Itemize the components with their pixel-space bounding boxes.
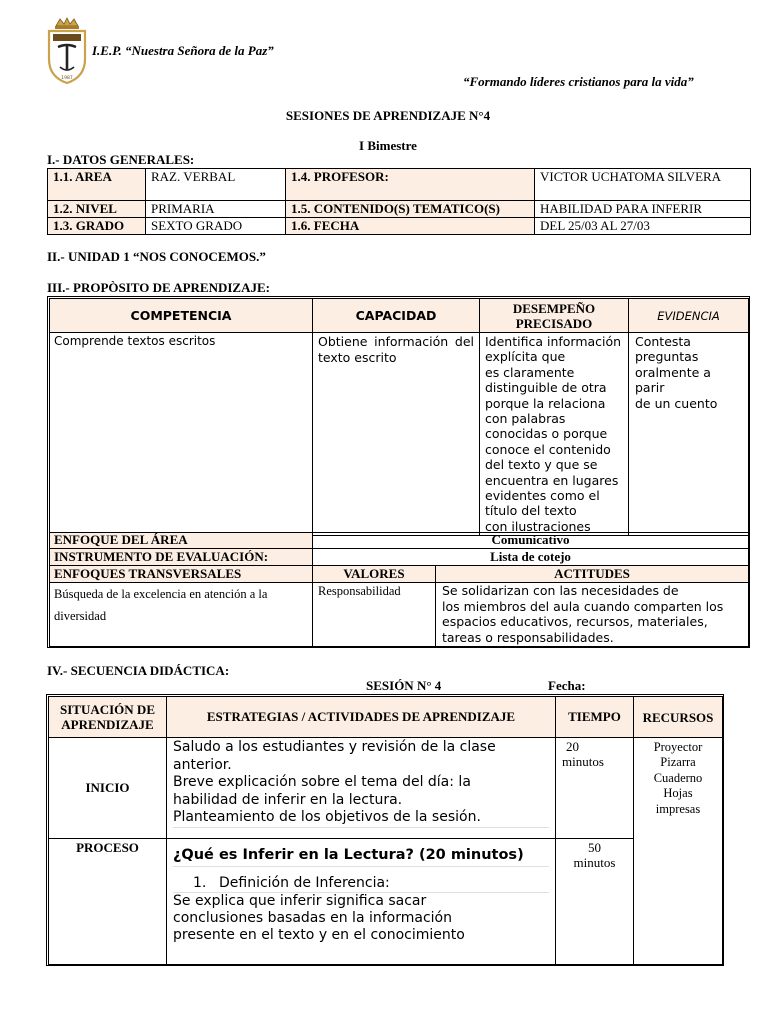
- inicio-tiempo-unit: minutos: [562, 754, 604, 769]
- situacion-header: SITUACIÓN DE APRENDIZAJE: [49, 697, 167, 738]
- svg-text:1987: 1987: [61, 76, 73, 81]
- recursos-header: RECURSOS: [634, 697, 723, 738]
- general-value: SEXTO GRADO: [146, 218, 286, 235]
- unit-title: II.- UNIDAD 1 “NOS CONOCEMOS.”: [47, 249, 266, 264]
- purpose-enfoques-table: [49, 532, 749, 647]
- capacidad-header: CAPACIDAD: [313, 299, 480, 333]
- general-value: PRIMARIA: [146, 201, 286, 218]
- purpose-table: [49, 298, 749, 536]
- recursos-cell: [634, 738, 723, 965]
- general-key: 1.6. FECHA: [286, 218, 535, 235]
- recurso-item: Pizarra: [660, 755, 696, 770]
- proceso-tiempo-unit: minutos: [573, 855, 616, 870]
- enfoque-area-label: ENFOQUE DEL ÁREA: [50, 533, 313, 549]
- capacidad-cell: Obtiene información del texto escrito: [313, 333, 480, 536]
- desempeno-cell: [480, 333, 629, 536]
- estrategias-header: ESTRATEGIAS / ACTIVIDADES DE APRENDIZAJE: [167, 697, 556, 738]
- general-key: 1.3. GRADO: [48, 218, 146, 235]
- list-number: 1.: [193, 875, 207, 891]
- date-label: Fecha:: [548, 678, 586, 693]
- document-title: SESIONES DE APRENDIZAJE N°4: [285, 108, 491, 123]
- desempeno-line: del texto y que se: [485, 457, 598, 473]
- desempeno-line: conoce el contenido: [485, 441, 611, 457]
- inicio-line: habilidad de inferir en la lectura.: [173, 791, 403, 808]
- general-row: [48, 218, 751, 235]
- actitud-line: espacios educativos, recursos, materiales,: [442, 614, 708, 630]
- general-key: 1.5. CONTENIDO(S) TEMATICO(S): [286, 201, 535, 218]
- period-label: I Bimestre: [359, 138, 417, 153]
- sequence-section-title: IV.- SECUENCIA DIDÁCTICA:: [47, 663, 230, 678]
- inicio-label: INICIO: [49, 738, 167, 839]
- desempeno-line: distinguible de otra: [485, 380, 607, 396]
- desempeno-line: explícita que: [485, 349, 566, 365]
- recurso-item: Proyector: [653, 740, 703, 754]
- general-key: 1.4. PROFESOR:: [286, 169, 535, 201]
- valor-text: Responsabilidad: [313, 583, 436, 647]
- desempeno-line: conocidas o porque: [485, 426, 608, 442]
- proceso-activities: [167, 839, 556, 965]
- inicio-line: Breve explicación sobre el tema del día: la: [173, 774, 471, 790]
- desempeno-line: es claramente: [485, 364, 575, 380]
- recurso-item: Cuaderno: [653, 770, 703, 785]
- evidencia-header: EVIDENCIA: [629, 299, 749, 333]
- desempeno-line: con palabras: [485, 411, 566, 427]
- recurso-item: impresas: [655, 801, 701, 816]
- school-motto: “Formando líderes cristianos para la vida”: [463, 74, 694, 89]
- competencia-header: COMPETENCIA: [50, 299, 313, 333]
- proceso-list-item: [173, 875, 549, 893]
- session-label: SESIÓN N° 4: [366, 678, 442, 693]
- tiempo-header: TIEMPO: [556, 697, 634, 738]
- valores-label: VALORES: [313, 566, 436, 583]
- transversales-label: ENFOQUES TRANSVERSALES: [50, 566, 313, 583]
- inicio-line: Saludo a los estudiantes y revisión de la clase: [173, 739, 496, 755]
- general-value: VICTOR UCHATOMA SILVERA: [535, 169, 751, 201]
- desempeno-line: evidentes como el: [485, 488, 600, 504]
- desempeno-line: con ilustraciones: [485, 518, 591, 534]
- actitudes-label: ACTITUDES: [436, 566, 749, 583]
- general-data-table: [47, 168, 751, 235]
- evidencia-line: preguntas: [635, 349, 699, 365]
- general-section-title: I.- DATOS GENERALES:: [47, 152, 195, 167]
- proceso-tiempo-value: 50: [588, 840, 601, 855]
- school-crest-logo: [46, 17, 88, 85]
- proceso-heading: ¿Qué es Inferir en la Lectura? (20 minutos): [173, 847, 549, 867]
- desempeno-line: Identifica información: [485, 334, 622, 349]
- general-row: [48, 201, 751, 218]
- desempeno-line: encuentra en lugares: [485, 472, 619, 488]
- instrumento-value: Lista de cotejo: [313, 549, 749, 566]
- recurso-item: Hojas: [663, 786, 693, 801]
- school-name: I.E.P. “Nuestra Señora de la Paz”: [92, 43, 274, 58]
- actitud-line: tareas o responsabilidades.: [442, 629, 614, 645]
- evidencia-line: Contesta: [635, 334, 691, 349]
- general-key: 1.1. AREA: [48, 169, 146, 201]
- competencia-cell: Comprende textos escritos: [50, 333, 313, 536]
- evidencia-line: de un cuento: [635, 395, 718, 411]
- inicio-line: anterior.: [173, 756, 232, 773]
- proceso-line: Se explica que inferir significa sacar: [173, 893, 427, 909]
- proceso-line: conclusiones basadas en la información: [173, 910, 452, 926]
- enfoque-area-value: Comunicativo: [313, 533, 749, 549]
- evidencia-line: parir: [635, 380, 665, 396]
- general-value: RAZ. VERBAL: [146, 169, 286, 201]
- actitud-line: los miembros del aula cuando comparten los: [442, 598, 724, 614]
- proceso-line: presente en el texto y en el conocimiento: [173, 927, 465, 943]
- general-value: HABILIDAD PARA INFERIR: [535, 201, 751, 218]
- sequence-table: [48, 696, 723, 965]
- desempeno-line: porque la relaciona: [485, 395, 606, 411]
- instrumento-label: INSTRUMENTO DE EVALUACIÓN:: [50, 549, 313, 566]
- general-key: 1.2. NIVEL: [48, 201, 146, 218]
- proceso-tiempo: [556, 839, 634, 965]
- inicio-tiempo: [556, 738, 634, 839]
- actitud-line: Se solidarizan con las necesidades de: [442, 583, 679, 598]
- actitudes-text: [436, 583, 749, 647]
- proceso-label: PROCESO: [49, 839, 167, 965]
- evidencia-cell: [629, 333, 749, 536]
- inicio-line: Planteamiento de los objetivos de la sesión.: [173, 809, 549, 828]
- transversal-text: Búsqueda de la excelencia en atención a la diversidad: [50, 583, 313, 647]
- desempeno-header: DESEMPEÑO PRECISADO: [480, 299, 629, 333]
- inicio-tiempo-value: 20: [566, 739, 579, 754]
- list-item-text: Definición de Inferencia:: [219, 875, 390, 891]
- general-row: [48, 169, 751, 201]
- desempeno-line: título del texto: [485, 503, 577, 519]
- general-value: DEL 25/03 AL 27/03: [535, 218, 751, 235]
- evidencia-line: oralmente a: [635, 364, 711, 380]
- inicio-activities: [167, 738, 556, 839]
- purpose-section-title: III.- PROPÒSITO DE APRENDIZAJE:: [47, 280, 270, 295]
